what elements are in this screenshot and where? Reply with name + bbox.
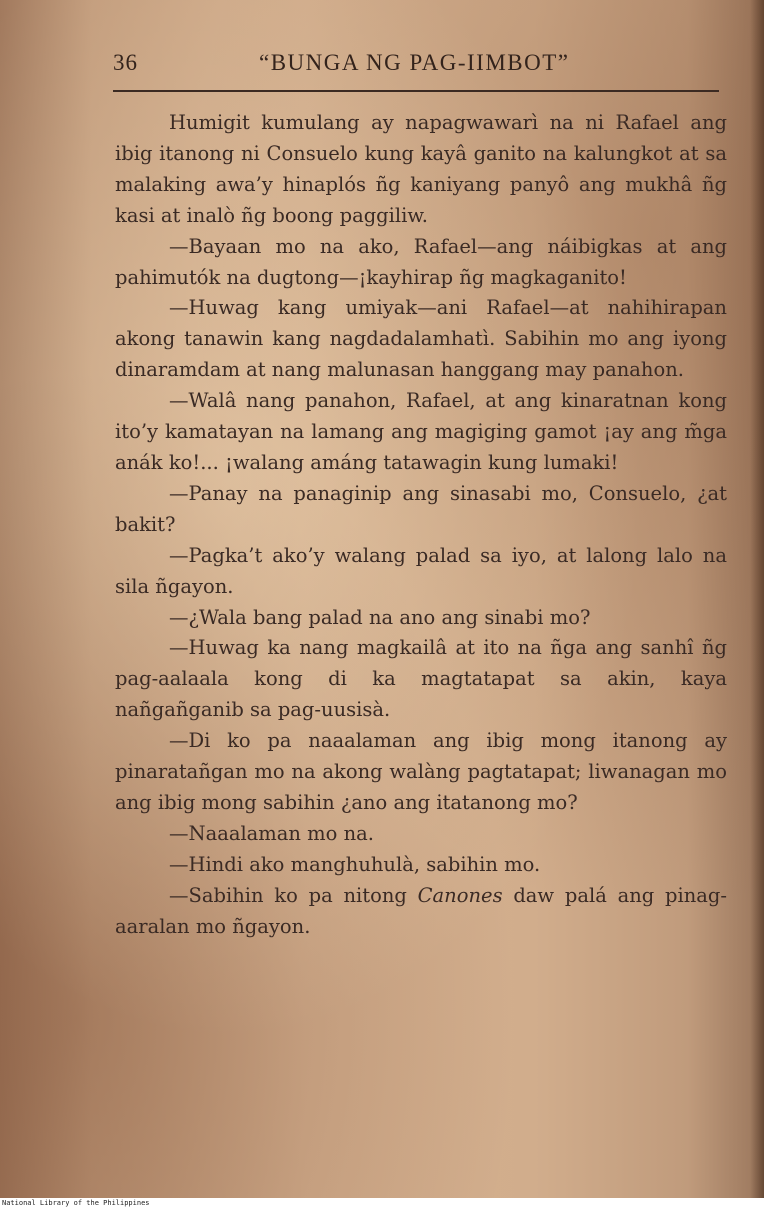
paragraph: —¿Wala bang palad na ano ang sinabi mo?	[169, 605, 591, 629]
page-header	[113, 50, 719, 92]
paragraph: —Panay na panaginip ang sinasabi mo, Consuelo, ¿at bakit?	[115, 481, 727, 536]
page-number: 36	[113, 50, 138, 75]
paragraph: —Huwag ka nang magkailâ at ito na ñga ang sanhî ñg pag-aalaala kong di ka magtatapat sa akin, kaya nañgañganib sa pag-uusisà.	[115, 636, 727, 722]
paragraph: —Naaalaman mo na.	[169, 821, 374, 845]
library-attribution: National Library of the Philippines	[2, 1199, 150, 1207]
running-title: “BUNGA NG PAG-IIMBOT”	[259, 50, 570, 75]
paragraph: —Bayaan mo na ako, Rafael—ang náibigkas at ang pahimutók na dugtong—¡kayhirap ñg magkaganito!	[115, 234, 727, 289]
italic-term: Canones	[417, 883, 503, 907]
page-edge-shadow	[750, 0, 764, 1198]
paragraph: —Huwag kang umiyak—ani Rafael—at nahihirapan akong tanawin kang nagdadalamhatì. Sabihin mo ang iyong dinaramdam at nang malunasan hanggang may panahon.	[115, 296, 727, 382]
last-paragraph-start: —Sabihin ko pa nitong	[169, 883, 418, 907]
body-text	[115, 108, 727, 942]
last-paragraph	[115, 881, 727, 943]
last-paragraph-end: daw palá ang pinag-aaralan mo ñgayon.	[115, 883, 727, 938]
paragraph: Humigit kumulang ay napagwawarì na ni Rafael ang ibig itanong ni Consuelo kung kayâ ganito na kalungkot at sa malaking awa’y hinaplós ñg kaniyang panyô ang mukhâ ñg kasi at inalò ñg boong paggiliw.	[115, 111, 727, 227]
paragraph: —Pagka’t ako’y walang palad sa iyo, at lalong lalo na sila ñgayon.	[115, 543, 727, 598]
paragraph: —Di ko pa naaalaman ang ibig mong itanong ay pinaratañgan mo na akong walàng pagtatapat; liwanagan mo ang ibig mong sabihin ¿ano ang itatanong mo?	[115, 729, 727, 814]
paragraph: —Hindi ako manghuhulà, sabihin mo.	[169, 852, 541, 876]
paragraph: —Walâ nang panahon, Rafael, at ang kinaratnan kong ito’y kamatayan na lamang ang magiging gamot ¡ay ang m̃ga anák ko!... ¡walang amáng tatawagin kung lumaki!	[115, 389, 727, 474]
